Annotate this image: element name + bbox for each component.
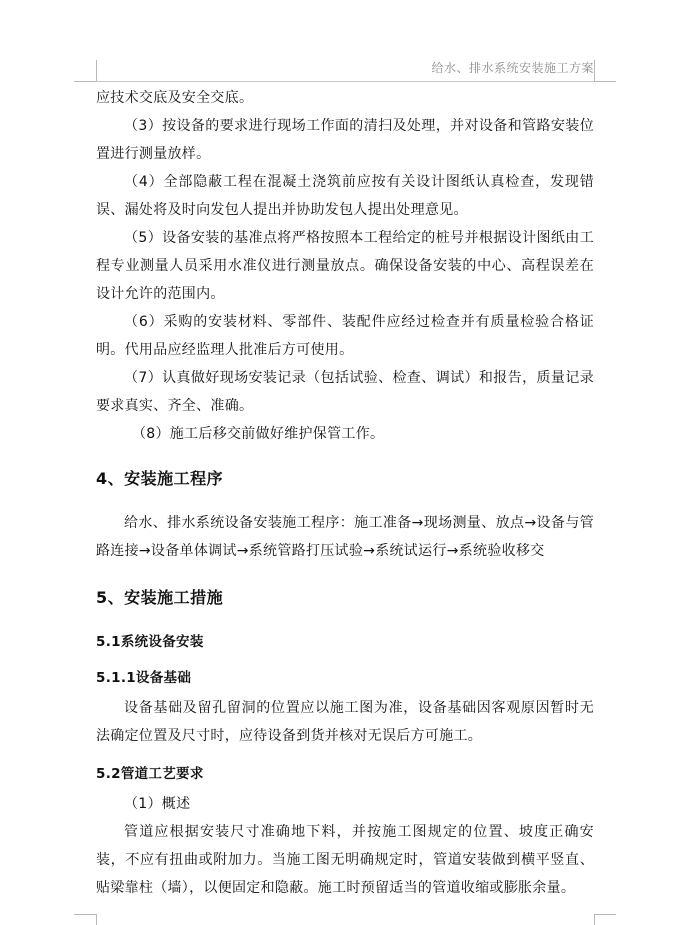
paragraph-foundation: 设备基础及留孔留洞的位置应以施工图为准，设备基础因客观原因暂时无法确定位置及尺寸时，应待设备到货并核对无误后方可施工。 xyxy=(96,700,594,744)
paragraph-item-5: （5）设备安装的基准点将严格按照本工程给定的桩号并根据设计图纸由工程专业测量人员采用水准仪进行测量放点。确保设备安装的中心、高程误差在设计允许的范围内。 xyxy=(96,230,594,302)
crop-mark xyxy=(594,914,595,925)
header-rule xyxy=(96,81,594,82)
paragraph-item-3: （3）按设备的要求进行现场工作面的清扫及处理，并对设备和管路安装位置进行测量放样。 xyxy=(96,118,594,162)
crop-mark xyxy=(594,914,616,915)
section-heading-5: 5、安装施工措施 xyxy=(96,588,224,607)
paragraph-procedure: 给水、排水系统设备安装施工程序：施工准备→现场测量、放点→设备与管路连接→设备单体调试→系统管路打压试验→系统试运行→系统验收移交 xyxy=(96,515,594,559)
crop-mark xyxy=(594,81,616,82)
paragraph-overview-title: （1）概述 xyxy=(124,796,191,812)
subsection-heading-5-1-1: 5.1.1设备基础 xyxy=(96,670,192,686)
crop-mark xyxy=(96,914,97,925)
paragraph-item-6: （6）采购的安装材料、零部件、装配件应经过检查并有质量检验合格证明。代用品应经监理人批准后方可使用。 xyxy=(96,314,594,358)
subsection-heading-5-2: 5.2管道工艺要求 xyxy=(96,766,204,782)
page-header-title: 给水、排水系统安装施工方案 xyxy=(431,61,594,75)
paragraph-overview: 管道应根据安装尺寸准确地下料，并按施工图规定的位置、坡度正确安装，不应有扭曲或附加力。当施工图无明确规定时，管道安装做到横平竖直、贴梁靠柱（墙），以便固定和隐蔽。施工时预留适当的管道收缩或膨胀余量。 xyxy=(96,824,594,896)
paragraph-item-8: （8）施工后移交前做好维护保管工作。 xyxy=(132,426,385,442)
paragraph-item-7: （7）认真做好现场安装记录（包括试验、检查、调试）和报告，质量记录要求真实、齐全、准确。 xyxy=(96,370,594,414)
crop-mark xyxy=(74,81,96,82)
section-heading-4: 4、安装施工程序 xyxy=(96,469,224,488)
paragraph-continuation: 应技术交底及安全交底。 xyxy=(96,90,254,106)
paragraph-item-4: （4）全部隐蔽工程在混凝土浇筑前应按有关设计图纸认真检查，发现错误、漏处将及时向发包人提出并协助发包人提出处理意见。 xyxy=(96,174,594,218)
crop-mark xyxy=(594,60,595,82)
crop-mark xyxy=(74,914,96,915)
subsection-heading-5-1: 5.1系统设备安装 xyxy=(96,634,204,650)
crop-mark xyxy=(96,60,97,82)
document-body xyxy=(96,84,594,902)
